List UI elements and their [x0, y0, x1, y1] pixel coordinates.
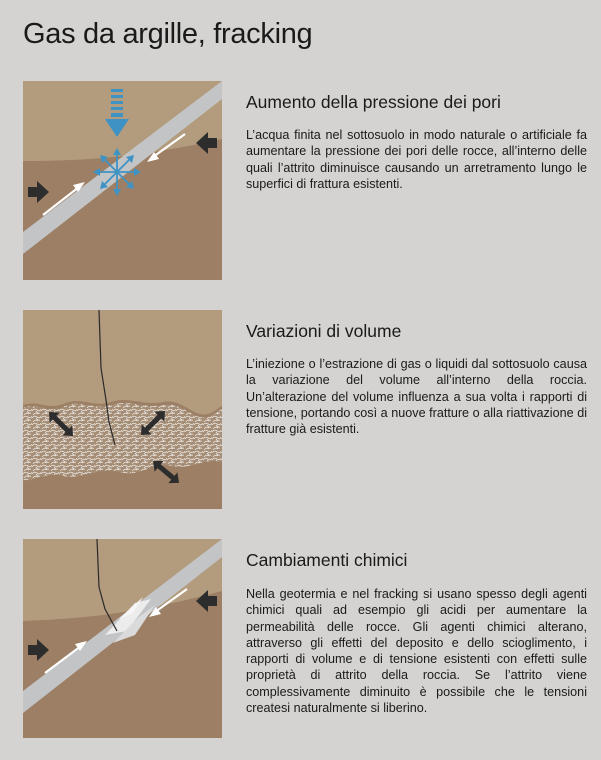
section-title-pore-pressure: Aumento della pressione dei pori	[246, 92, 501, 112]
pore-pressure-burst-icon	[93, 148, 141, 196]
pore-pressure-diagram	[23, 81, 222, 280]
chemical-change-svg	[23, 539, 222, 738]
page-title: Gas da argille, fracking	[23, 18, 313, 50]
section-text-chemical: Nella geotermia e nel fracking si usano spesso degli agenti chimici quali ad esempio gli acidi per aumentare la permeabilità delle rocce. Gli agenti chimici alterano, attraverso gli effetti del deposito e dello scioglimento, i rapporti di volume e di tensione esistenti con effetti sulle proprietà di attrito della roccia. Se l’attrito viene complessivamente diminuito è possibile che le tensioni createsi naturalmente si liberino.	[246, 587, 587, 716]
section-text-volume: L’iniezione o l’estrazione di gas o liquidi dal sottosuolo causa la variazione del volume all’interno della roccia. Un’alterazione del volume influenza a sua volta i rapporti di tensione, portando così a nuove fratture o alla riattivazione di fratture già esistenti.	[246, 357, 587, 437]
volume-change-svg	[23, 310, 222, 509]
section-title-chemical: Cambiamenti chimici	[246, 550, 408, 570]
volume-change-diagram	[23, 310, 222, 509]
chemical-change-diagram	[23, 539, 222, 738]
section-text-pore-pressure: L’acqua finita nel sottosuolo in modo naturale o artificiale fa aumentare la pressione dei pori delle rocce, all’interno delle quali l’attrito diminuisce causando un arretramento lungo le superfici di frattura esistenti.	[246, 128, 587, 191]
section-title-volume: Variazioni di volume	[246, 321, 402, 341]
pore-pressure-svg	[23, 81, 222, 280]
